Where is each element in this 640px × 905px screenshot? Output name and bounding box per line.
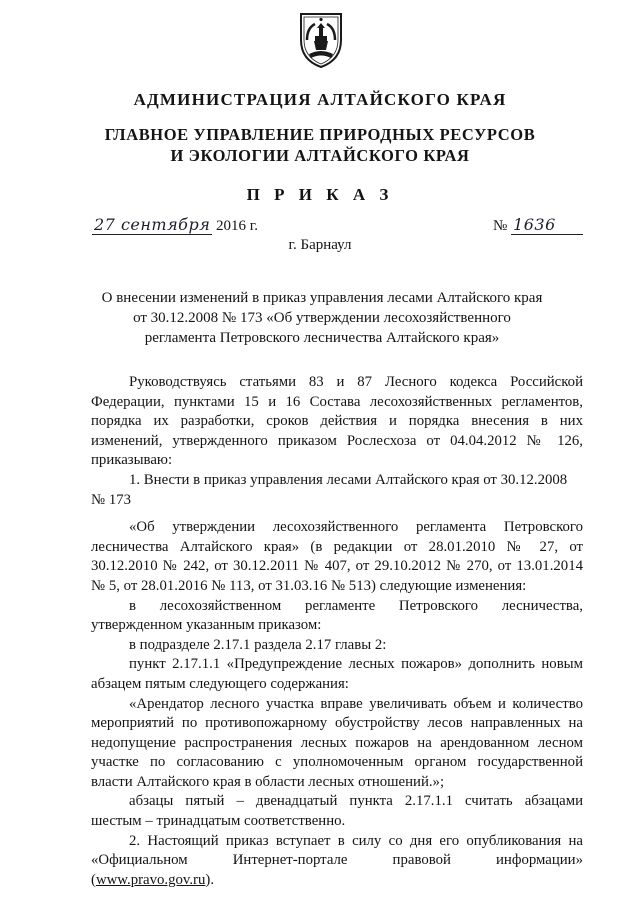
- body-line: «Арендатор лесного участка вправе увеличивать объем и количество: [129, 695, 583, 712]
- body-line: участке по согласованию с уполномоченным органом государственной: [91, 754, 583, 771]
- body-line: 1. Внести в приказ управления лесами Алтайского края от 30.12.2008: [129, 471, 568, 488]
- body-line: № 5, от 28.01.2016 № 113, от 31.03.16 № 513) следующие изменения:: [91, 577, 527, 594]
- department-title-line2: И ЭКОЛОГИИ АЛТАЙСКОГО КРАЯ: [170, 146, 470, 165]
- body-line: утвержденном указанным приказом:: [91, 617, 322, 634]
- body-line: в подразделе 2.17.1 раздела 2.17 главы 2:: [129, 636, 387, 653]
- handwritten-date: 27 сентября: [94, 215, 211, 234]
- department-title-line1: ГЛАВНОЕ УПРАВЛЕНИЕ ПРИРОДНЫХ РЕСУРСОВ: [104, 125, 536, 144]
- body-line: 2. Настоящий приказ вступает в силу со дня его опубликования на: [129, 832, 583, 849]
- city-label: г. Барнаул: [288, 237, 352, 253]
- paren-close: ).: [205, 871, 215, 888]
- body-line: Федерации, пунктами 15 и 16 Состава лесохозяйственных регламентов,: [91, 393, 583, 410]
- body-line: шестым – тринадцатым соответственно.: [91, 813, 346, 830]
- number-prefix: №: [493, 218, 508, 234]
- body-line: приказываю:: [91, 452, 173, 469]
- administration-title: АДМИНИСТРАЦИЯ АЛТАЙСКОГО КРАЯ: [133, 90, 507, 109]
- body-line: «Официальном Интернет-портале правовой информации»: [91, 852, 583, 869]
- body-line: Руководствуясь статьями 83 и 87 Лесного кодекса Российской: [129, 374, 583, 390]
- body-line: абзацем пятым следующего содержания:: [91, 675, 349, 692]
- body-line: № 173: [91, 491, 132, 508]
- body-line: 30.12.2010 № 242, от 30.12.2011 № 407, от 29.10.2012 № 270, от 13.01.2014: [91, 558, 583, 575]
- body-line: в лесохозяйственном регламенте Петровского лесничества,: [129, 597, 583, 614]
- body-line: [91, 871, 583, 891]
- order-body: [91, 373, 583, 890]
- paren-open: (: [91, 871, 96, 888]
- body-line: порядка их разработки, сроков действия и порядка внесения в них: [91, 413, 583, 430]
- subject-line: от 30.12.2008 № 173 «Об утверждении лесохозяйственного: [133, 310, 511, 326]
- body-line: пункт 2.17.1.1 «Предупреждение лесных пожаров» дополнить новым: [129, 656, 583, 673]
- body-line: недопущение распространения лесных пожаров на арендованном лесном: [91, 734, 583, 751]
- body-line: абзацы пятый – двенадцатый пункта 2.17.1.1 считать абзацами: [129, 793, 583, 810]
- order-number: [493, 215, 583, 235]
- body-line: «Об утверждении лесохозяйственного регламента Петровского: [129, 519, 583, 536]
- body-line: лесничества Алтайского края» (в редакции от 28.01.2010 № 27, от: [91, 538, 583, 555]
- coat-of-arms-icon: [295, 10, 347, 70]
- body-line: власти Алтайского края в области лесных отношений.»;: [91, 773, 445, 790]
- order-subject: [60, 288, 584, 348]
- subject-line: О внесении изменений в приказ управления лесами Алтайского края: [101, 290, 543, 306]
- order-date: [92, 215, 258, 235]
- body-line: изменений, утвержденного приказом Рослесхоза от 04.04.2012 № 126,: [91, 432, 583, 449]
- pravo-link[interactable]: www.pravo.gov.ru: [95, 871, 206, 888]
- document-type: П Р И К А З: [246, 185, 394, 204]
- order-year: 2016 г.: [216, 218, 258, 234]
- handwritten-number: 1636: [511, 215, 583, 235]
- body-line: мероприятий по противопожарному обустройству лесов направленных на: [91, 715, 583, 732]
- subject-line: регламента Петровского лесничества Алтайского края»: [144, 330, 500, 346]
